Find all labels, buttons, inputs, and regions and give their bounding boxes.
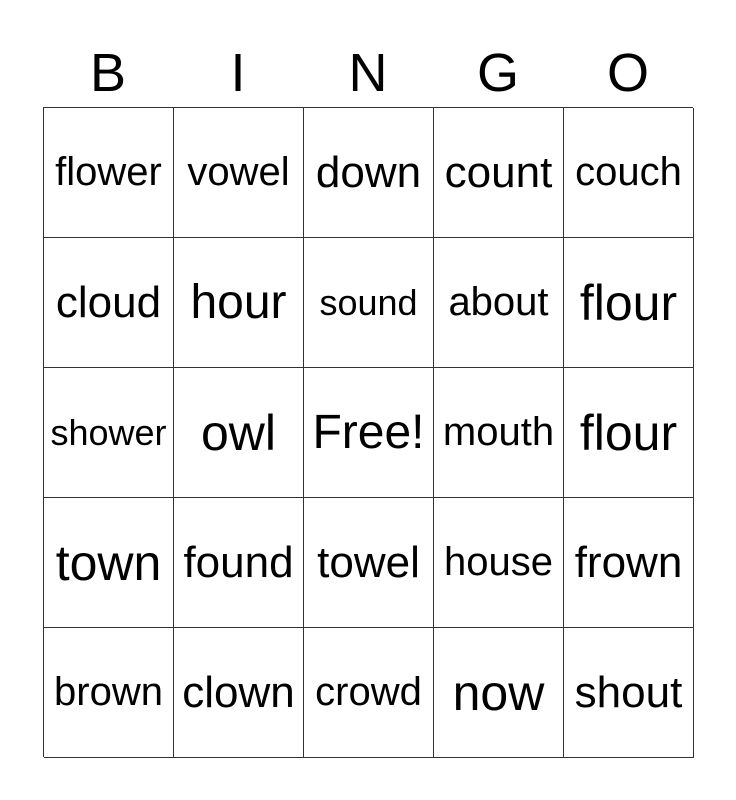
bingo-cell-r1-c3[interactable] <box>304 108 434 238</box>
bingo-cell-r3-c2[interactable] <box>174 368 304 498</box>
bingo-cell-r3-c5[interactable] <box>564 368 694 498</box>
cell-word: flour <box>579 404 678 461</box>
cell-word: vowel <box>187 150 290 194</box>
bingo-cell-r2-c2[interactable] <box>174 238 304 368</box>
bingo-cell-r4-c1[interactable] <box>44 498 174 628</box>
bingo-header <box>43 38 693 108</box>
bingo-cell-r2-c5[interactable] <box>564 238 694 368</box>
cell-word: sound <box>319 281 418 323</box>
bingo-cell-r2-c3[interactable] <box>304 238 434 368</box>
cell-word: count <box>444 147 553 197</box>
bingo-board <box>43 107 693 757</box>
cell-word: now <box>452 664 545 721</box>
cell-word: clown <box>182 667 295 717</box>
cell-word: about <box>448 280 549 324</box>
bingo-cell-r2-c4[interactable] <box>434 238 564 368</box>
header-letter-b: B <box>89 43 127 103</box>
cell-word: town <box>55 534 162 591</box>
free-space-label: Free! <box>312 406 425 459</box>
cell-word: shout <box>574 667 683 717</box>
bingo-cell-r5-c2[interactable] <box>174 628 304 758</box>
header-letter-n: N <box>348 43 388 103</box>
bingo-cell-r5-c3[interactable] <box>304 628 434 758</box>
cell-word: hour <box>190 276 287 329</box>
cell-word: cloud <box>55 277 162 327</box>
bingo-cell-r4-c2[interactable] <box>174 498 304 628</box>
cell-word: crowd <box>315 670 422 714</box>
header-letter-i: I <box>230 43 246 103</box>
cell-word: couch <box>575 150 682 194</box>
cell-word: found <box>183 537 294 587</box>
bingo-cell-r2-c1[interactable] <box>44 238 174 368</box>
cell-word: house <box>444 540 553 584</box>
cell-word: flower <box>55 150 162 194</box>
bingo-cell-r4-c4[interactable] <box>434 498 564 628</box>
bingo-cell-r3-c1[interactable] <box>44 368 174 498</box>
bingo-cell-r1-c5[interactable] <box>564 108 694 238</box>
bingo-cell-free[interactable] <box>304 368 434 498</box>
bingo-cell-r1-c4[interactable] <box>434 108 564 238</box>
cell-word: owl <box>200 404 277 461</box>
bingo-cell-r1-c2[interactable] <box>174 108 304 238</box>
bingo-cell-r3-c4[interactable] <box>434 368 564 498</box>
bingo-cell-r5-c4[interactable] <box>434 628 564 758</box>
bingo-cell-r1-c1[interactable] <box>44 108 174 238</box>
cell-word: flour <box>579 274 678 331</box>
cell-word: towel <box>317 537 420 587</box>
bingo-cell-r4-c5[interactable] <box>564 498 694 628</box>
header-letter-g: G <box>476 43 519 103</box>
cell-word: down <box>315 147 422 197</box>
bingo-cell-r5-c1[interactable] <box>44 628 174 758</box>
cell-word: brown <box>54 670 163 714</box>
cell-word: shower <box>50 411 167 453</box>
bingo-cell-r5-c5[interactable] <box>564 628 694 758</box>
header-letter-o: O <box>606 43 649 103</box>
cell-word: mouth <box>442 410 555 454</box>
cell-word: frown <box>574 537 683 587</box>
bingo-cell-r4-c3[interactable] <box>304 498 434 628</box>
